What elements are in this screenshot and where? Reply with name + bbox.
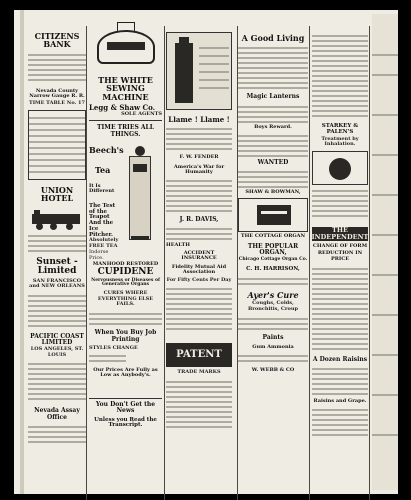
news-line: You Don't Get the News [95,401,156,415]
reward-title: Boys Reward. [254,123,292,130]
independent-text-block [312,265,368,357]
nervousness-heading: Nervousness or Diseases of Generative Organs [91,277,160,288]
reduction-price: REDUCTION IN PRICE [317,250,363,262]
america-title: America's War for Humanity [173,163,225,175]
sewing-machine-illustration [89,20,162,72]
timetable-title: TIME TABLE No. 17 [28,100,86,107]
column-5 [312,18,368,488]
column-rule [369,26,370,500]
sewing-headline: THE WHITE SEWING MACHINE [98,75,153,102]
column-2 [89,18,162,488]
reward-text-block [238,132,308,160]
paints-title: Paints [262,333,284,341]
cupidene-text-block [89,310,162,328]
trade-marks: TRADE MARKS [177,369,221,376]
styles-change: STYLES CHANGE [89,344,138,351]
magic-lanterns-title: Magic Lanterns [246,93,300,101]
fidelity-text-block [166,285,232,339]
brand-tag: SOLE AGENTS [121,110,162,117]
ayers-title: Ayer's Cure [247,289,299,300]
patent-title: PATENT [176,349,222,361]
llame-title: Llame ! Llame ! [168,115,230,124]
printing-text-block [89,352,162,366]
popular-title: THE POPULAR ORGAN, [247,242,299,257]
patent-banner [166,343,232,367]
davis-title: J. R. DAVIS, [179,216,219,224]
timetable-grid [28,110,86,180]
hotel-text-block [28,232,86,254]
dozen-text-block [312,365,368,399]
col5-top-text-block [312,32,368,124]
tea-heading: TIME TRIES ALL THINGS. [97,124,154,138]
bank-title: CITIZENS BANK [34,31,80,50]
pacific-coast-route: LOS ANGELES, ST. LOUIS [30,345,84,358]
bank-text-block [28,52,86,86]
shaw-title: SHAW & BOWMAN, [245,189,301,196]
beech-name: Beech's [89,144,124,155]
transcript-line: Unless you Read the Transcript. [94,416,157,429]
adjacent-page-edge [372,14,398,490]
medicine-bottle-ad [166,32,232,110]
gum-text-block [238,352,308,366]
fidelity-title: Fidelity Mutual Aid Association [171,264,227,276]
figure-head [135,146,145,156]
starkey-title: STARKEY & PALEN'S [321,123,359,135]
wanted-title: WANTED [257,158,289,166]
test-text: The Test of the Teapot And the Ice Pitcher. [89,202,116,238]
starkey-text-block [312,187,368,223]
independent-banner [312,227,368,241]
ayers-text-block [238,315,308,333]
change-form: CHANGE OF FORM [312,243,368,250]
column-rule [309,26,310,500]
free-tea: Absolutely FREE TEA [89,236,119,249]
webb-title: W. WEBB & CO [251,367,295,374]
column-rule [86,26,87,500]
llame-text-block [166,125,232,155]
accident-label: ACCIDENT INSURANCE [181,249,217,261]
cupidene-title: CUPIDENE [97,267,154,278]
inhalation-line: Treatment by Inhalation. [321,135,359,148]
davis-text-block [166,225,232,243]
america-text-block [166,177,232,217]
raisins-title: Raisins and Grape. [313,398,367,405]
different-text: It Is Different [89,182,115,195]
column-1 [28,18,86,488]
cures-line: CURES WHERE EVERYTHING ELSE FAILS. [97,289,154,308]
harrison-text-block [238,275,308,289]
indorse-price: Indorse Price. [89,248,109,261]
magic-text-block [238,103,308,125]
harrison-title: C. H. HARRISON, [246,266,300,273]
gum-title: Gum Ammonia [252,344,294,350]
job-printing-title: When You Buy Job Printing [94,329,157,343]
raisins-text-block [312,406,368,446]
sunset-limited-title: Sunset - Limited [36,256,78,277]
assay-text-block [28,423,86,447]
beech-tea: Tea [95,164,111,175]
patent-text-block [166,378,232,438]
page-gutter [20,10,24,494]
hotel-title: UNION HOTEL [40,185,74,204]
pacific-text-block [28,360,86,404]
fender-title: F. W. FENDER [179,154,219,161]
organ-illustration [238,198,308,232]
independent-title: THE INDEPENDENT [312,226,368,242]
column-3 [166,18,232,488]
dozen-title: A Dozen Raisins [312,355,368,363]
sunset-text-block [28,292,86,332]
assay-office-title: Nevada Assay Office [34,407,80,421]
health-label: HEALTH [166,242,190,249]
sunset-route: SAN FRANCISCO and NEW ORLEANS [29,277,85,290]
cottage-title: THE COTTAGE ORGAN [240,233,306,240]
column-4 [238,18,308,488]
railroad-title: Nevada County Narrow Gauge R. R. [29,87,85,100]
coughs-line: Coughs, Colds, Bronchitis, Croup [248,300,298,312]
brand-name: Legg & Shaw Co. [89,103,156,113]
train-illustration [28,206,86,232]
forty-line: For Fifty Cents Per Day [166,276,232,283]
wanted-text-block [238,168,308,190]
inhaler-illustration [312,151,368,185]
chicago-title: Chicago Cottage Organ Co. [238,257,308,263]
tea-ad [89,140,162,260]
pacific-coast-title: PACIFIC COAST LIMITED [30,333,84,347]
column-rule [164,26,165,500]
prices-line: Our Prices Are Fully as Low as Anybody's. [93,366,158,378]
good-living-title: A Good Living [241,33,305,43]
good-living-text-block [238,44,308,94]
manhood-heading: MANHOOD RESTORED [92,260,159,267]
